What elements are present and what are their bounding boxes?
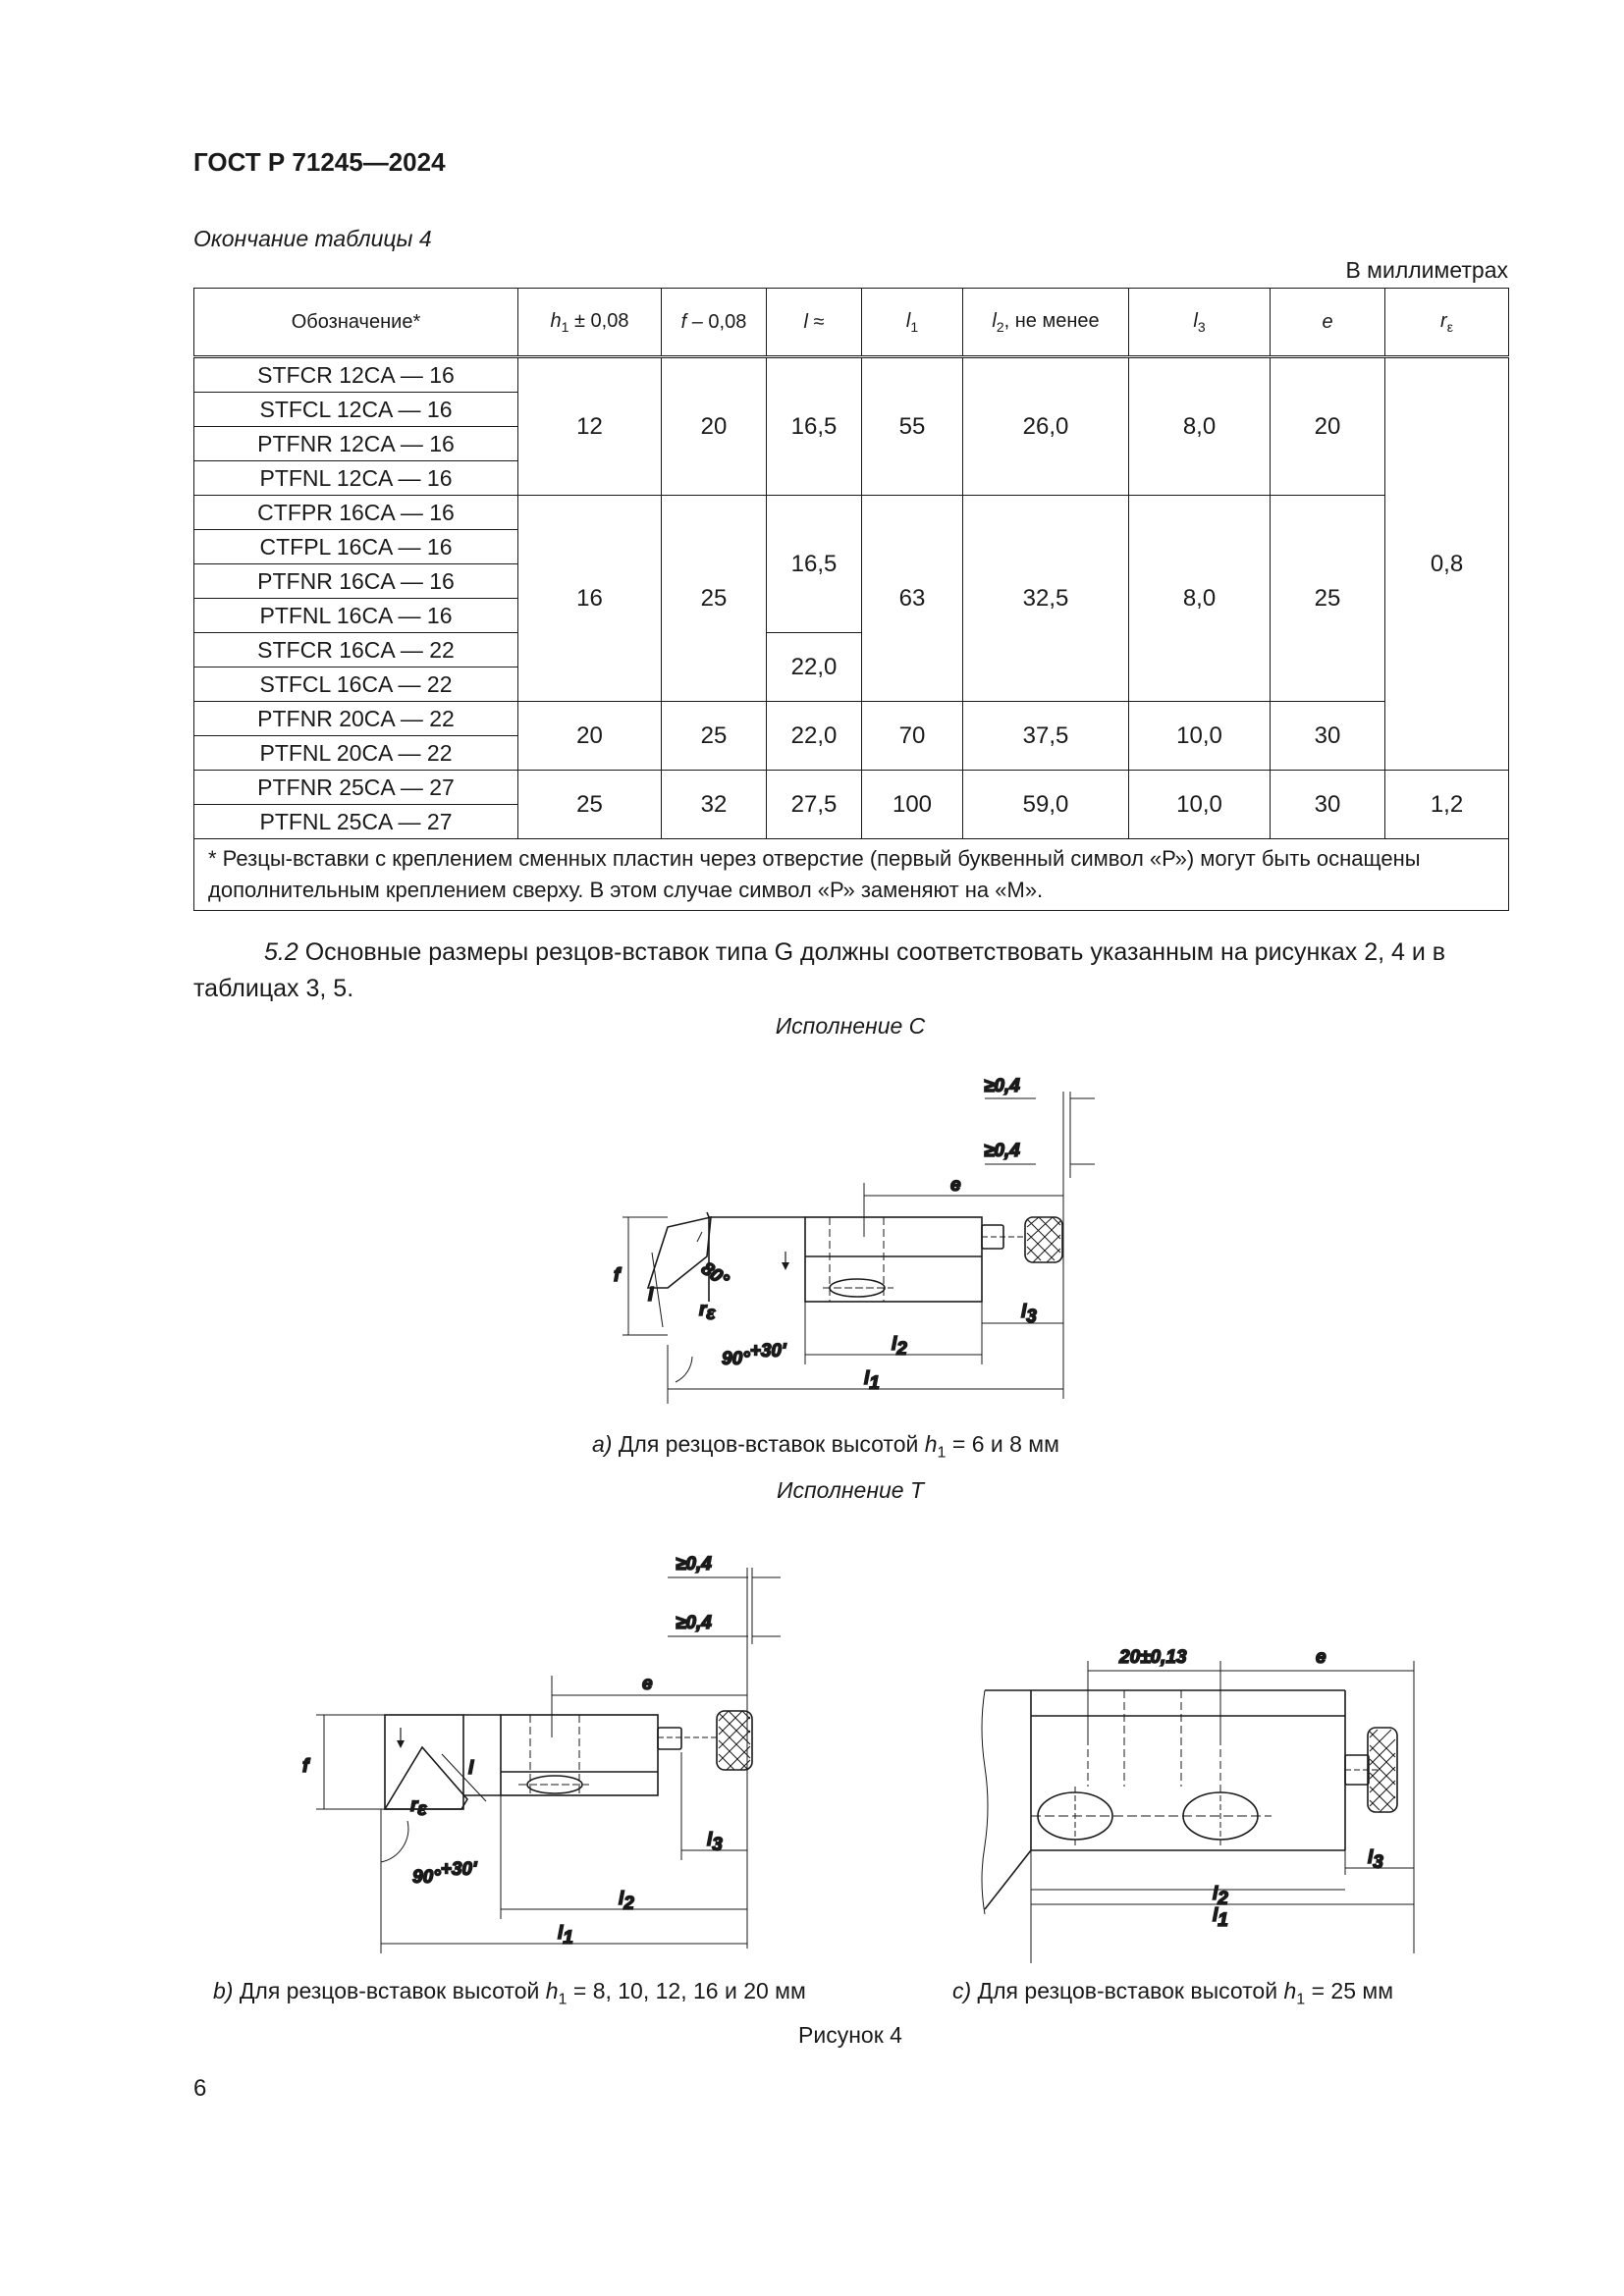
drawing-a [609, 1070, 1119, 1404]
table-row [194, 771, 1509, 805]
l2-cell: 26,0 [963, 357, 1129, 496]
dim-label-l2: l2 [892, 1334, 907, 1360]
table-footnote: * Резцы-вставки с креплением сменных пластин через отверстие (первый буквенный символ «Р») могут быть оснащены дополнительным креплением сверху. В этом случае символ «Р» заменяют на «М». [194, 839, 1509, 911]
dim-label-f: f [614, 1265, 621, 1286]
e-cell: 30 [1271, 771, 1385, 839]
table-row [194, 357, 1509, 393]
h1-cell: 25 [518, 771, 662, 839]
l1-cell: 70 [862, 702, 963, 771]
dim-label-ge04: ≥0,4 [984, 1076, 1020, 1096]
dim-label-ge04: ≥0,4 [984, 1141, 1020, 1161]
dim-label-ge04: ≥0,4 [676, 1554, 712, 1575]
r-cell: 1,2 [1385, 771, 1509, 839]
l-cell: 27,5 [767, 771, 862, 839]
dim-label-l2: l2 [1213, 1884, 1228, 1909]
l-cell: 16,5 [767, 496, 862, 633]
designation-cell: STFCL 12CA — 16 [194, 393, 518, 427]
paragraph-text: Основные размеры резцов-вставок типа G должны соответствовать указанным на рисунках 2, 4 и в таблицах 3, 5. [193, 938, 1446, 1002]
l3-cell: 10,0 [1129, 702, 1271, 771]
dim-label-l1: l1 [864, 1368, 880, 1394]
l3-cell: 10,0 [1129, 771, 1271, 839]
e-cell: 25 [1271, 496, 1385, 702]
figure-version-t-title: Исполнение Т [777, 1477, 924, 1503]
table-header-row [194, 289, 1509, 357]
h1-cell: 16 [518, 496, 662, 702]
l-cell: 22,0 [767, 633, 862, 702]
e-cell: 30 [1271, 702, 1385, 771]
f-cell: 32 [662, 771, 767, 839]
dim-label-angle: 90°+30' [722, 1341, 786, 1369]
dim-label-angle: 90°+30' [412, 1859, 477, 1888]
dim-label-e: e [1316, 1647, 1326, 1668]
caption-c: c) Для резцов-вставок высотой $h_1 = 25$ мм [952, 1978, 1394, 2008]
dim-label-ge04: ≥0,4 [676, 1613, 712, 1633]
designation-cell: PTFNL 20CA — 22 [194, 736, 518, 771]
designation-cell: PTFNR 20CA — 22 [194, 702, 518, 736]
designation-cell: CTFPL 16CA — 16 [194, 530, 518, 564]
col-f: f – 0,08 [662, 289, 767, 357]
caption-a: a) Для резцов-вставок высотой $h_1 = 6$ и 8 мм [592, 1431, 1059, 1462]
l1-cell: 100 [862, 771, 963, 839]
table-row [194, 702, 1509, 736]
dim-label-l: l [648, 1285, 654, 1306]
dim-label-r: rε [410, 1795, 427, 1820]
page-number: 6 [193, 2075, 207, 2102]
drawing-b [295, 1546, 805, 1968]
f-cell: 25 [662, 496, 767, 702]
dim-label-20: 20±0,13 [1119, 1647, 1187, 1668]
l-cell: 16,5 [767, 357, 862, 496]
dim-label-l3: l3 [1021, 1302, 1037, 1327]
l-cell: 22,0 [767, 702, 862, 771]
col-designation: Обозначение* [194, 289, 518, 357]
col-l1: $l_1$ [862, 289, 963, 357]
l3-cell: 8,0 [1129, 496, 1271, 702]
dim-label-f: f [302, 1756, 309, 1777]
dimensions-table [193, 288, 1509, 911]
dim-label-l1: l1 [1213, 1905, 1228, 1931]
l1-cell: 63 [862, 496, 963, 702]
designation-cell: CTFPR 16CA — 16 [194, 496, 518, 530]
dim-label-l1: l1 [558, 1923, 573, 1949]
designation-cell: STFCR 16CA — 22 [194, 633, 518, 667]
table-caption: Окончание таблицы 4 [193, 226, 432, 251]
table-units: В миллиметрах [1345, 257, 1508, 283]
designation-cell: STFCL 16CA — 22 [194, 667, 518, 702]
paragraph-number: 5.2 [264, 938, 298, 966]
dim-label-l2: l2 [619, 1889, 634, 1914]
dim-label-l3: l3 [1368, 1847, 1383, 1873]
dim-label-l: l [468, 1758, 474, 1779]
l2-cell: 37,5 [963, 702, 1129, 771]
dim-label-e: e [642, 1674, 653, 1694]
col-h1: $h_1 \pm 0,08$ [518, 289, 662, 357]
designation-cell: PTFNR 12CA — 16 [194, 427, 518, 461]
designation-cell: PTFNL 25CA — 27 [194, 805, 518, 839]
paragraph-5-2 [193, 934, 1508, 1007]
l1-cell: 55 [862, 357, 963, 496]
e-cell: 20 [1271, 357, 1385, 496]
dim-label-l3: l3 [707, 1830, 723, 1855]
designation-cell: STFCR 12CA — 16 [194, 357, 518, 393]
h1-cell: 20 [518, 702, 662, 771]
figure-name: Рисунок 4 [798, 2022, 902, 2048]
designation-cell: PTFNR 25CA — 27 [194, 771, 518, 805]
designation-cell: PTFNL 16CA — 16 [194, 599, 518, 633]
drawing-c [967, 1629, 1429, 1963]
table-row [194, 496, 1509, 530]
figure-version-c-title: Исполнение С [775, 1013, 926, 1039]
col-l: l ≈ [767, 289, 862, 357]
l2-cell: 59,0 [963, 771, 1129, 839]
dim-label-e: e [950, 1175, 961, 1196]
designation-cell: PTFNR 16CA — 16 [194, 564, 518, 599]
l2-cell: 32,5 [963, 496, 1129, 702]
r-cell: 0,8 [1385, 357, 1509, 771]
col-r: $r_\varepsilon$ [1385, 289, 1509, 357]
f-cell: 20 [662, 357, 767, 496]
col-l3: $l_3$ [1129, 289, 1271, 357]
table-footnote-row [194, 839, 1509, 911]
designation-cell: PTFNL 12CA — 16 [194, 461, 518, 496]
l3-cell: 8,0 [1129, 357, 1271, 496]
col-l2: $l_2$, не менее [963, 289, 1129, 357]
caption-b: b) Для резцов-вставок высотой $h_1 = 8$, 10, 12, 16 и 20 мм [213, 1978, 806, 2008]
dim-label-80: 80° [697, 1257, 732, 1292]
dim-label-r: rε [699, 1300, 716, 1324]
h1-cell: 12 [518, 357, 662, 496]
document-header: ГОСТ Р 71245—2024 [193, 147, 446, 177]
f-cell: 25 [662, 702, 767, 771]
col-e: e [1271, 289, 1385, 357]
